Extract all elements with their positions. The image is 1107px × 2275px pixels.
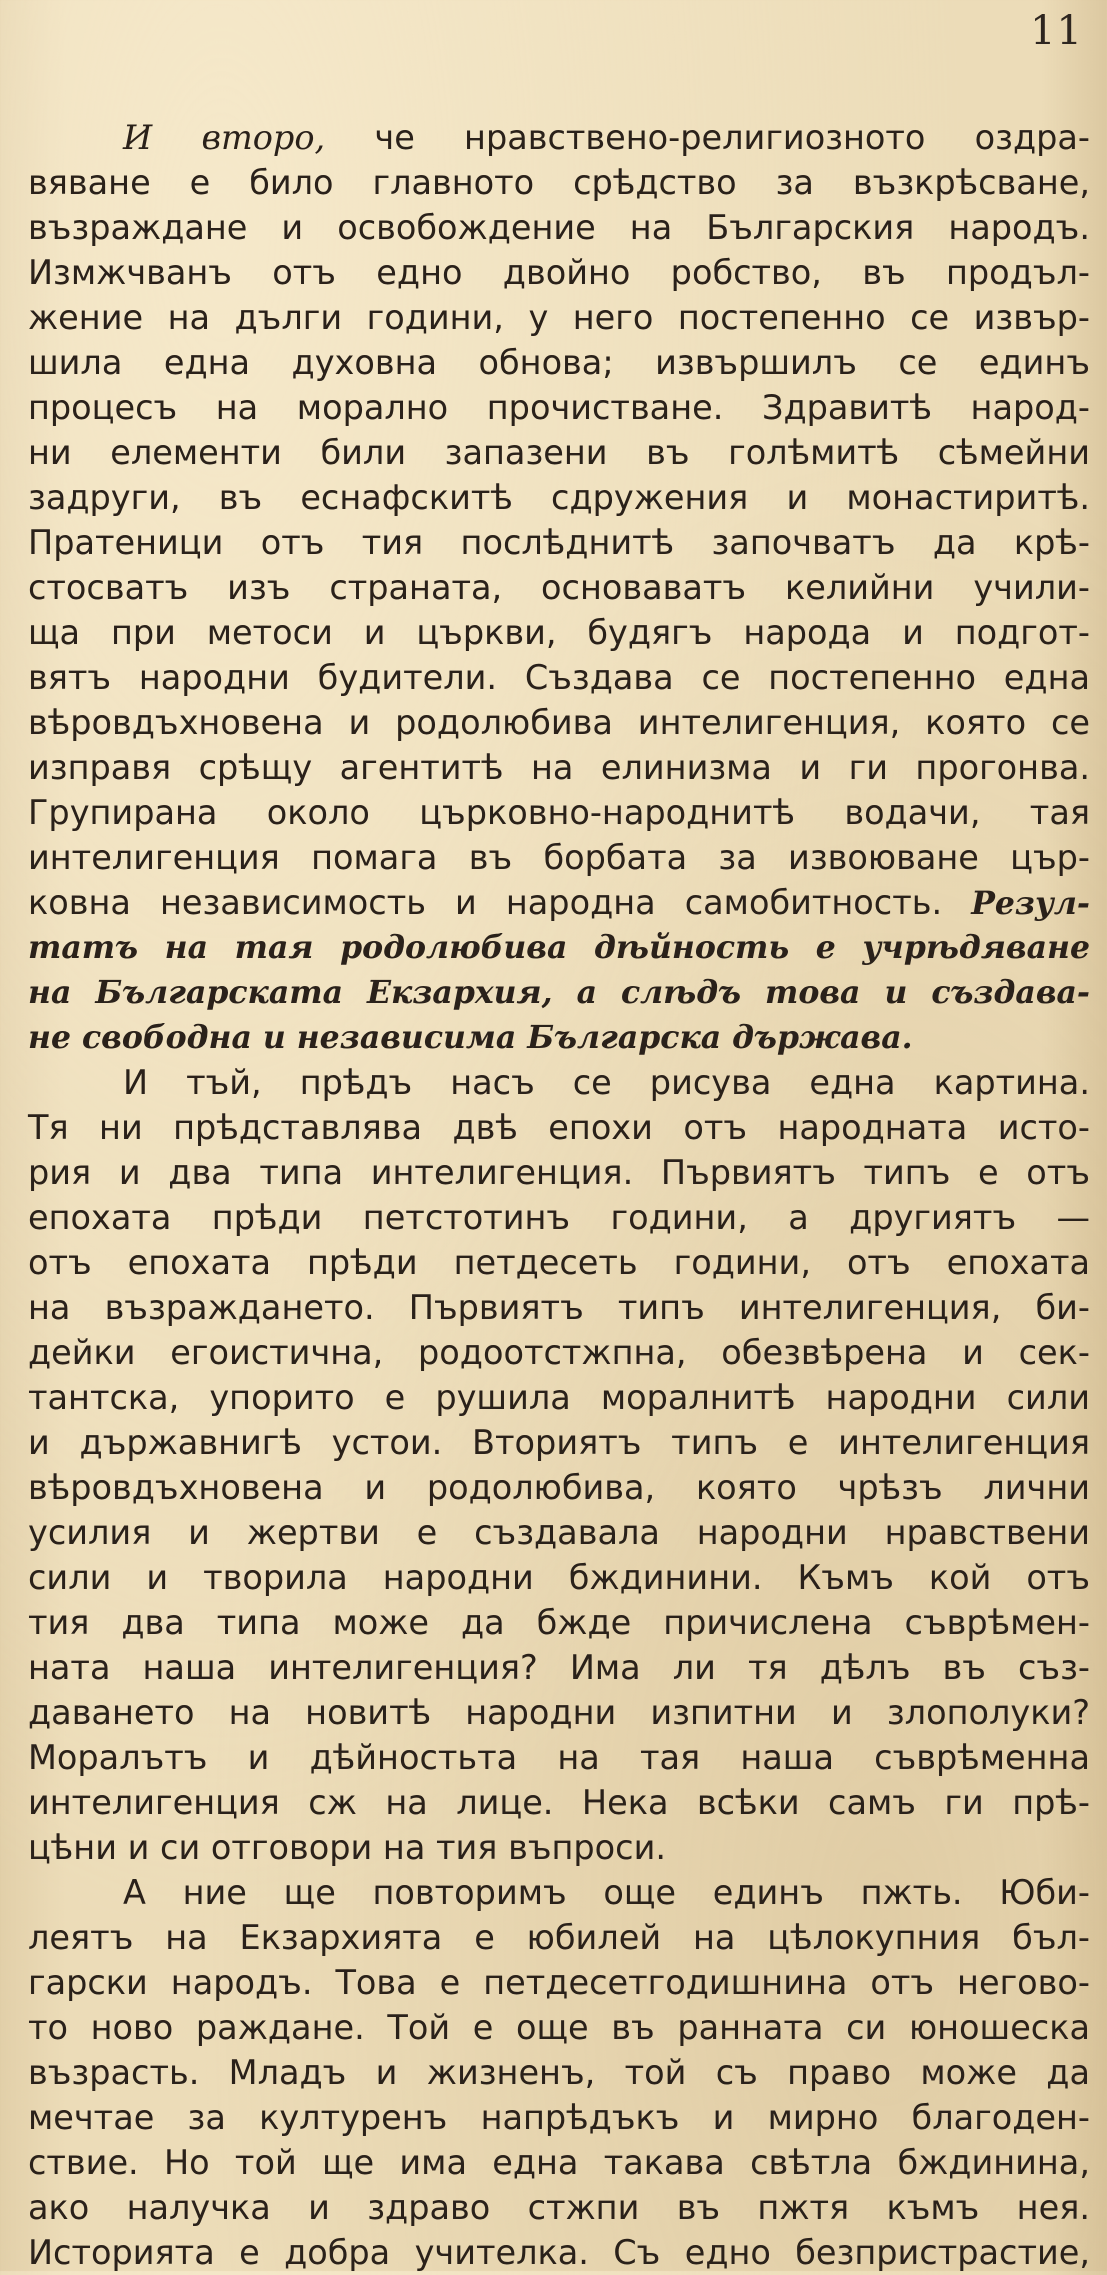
text-line: тантска, упорито е рушила моралнитѣ народни сили <box>28 1378 1090 1417</box>
text-line: вятъ народни будители. Създава се постепенно една <box>28 658 1090 697</box>
text-line: А ние ще повторимъ още единъ пжть. Юби- <box>123 1873 1090 1912</box>
text-line: цѣни и си отговори на тия въпроси. <box>28 1828 667 1867</box>
text-line <box>28 115 1090 160</box>
text-line: Групирана около църковно-народнитѣ водачи, тая <box>28 793 1090 832</box>
text-line: интелигенция сж на лице. Нека всѣки самъ ги прѣ- <box>28 1783 1090 1822</box>
text-body <box>28 115 1090 2275</box>
text-line <box>28 880 1090 925</box>
text-line: усилия и жертви е създавала народни нравствени <box>28 1513 1090 1552</box>
text-line: шила една духовна обнова; извършилъ се единъ <box>28 343 1090 382</box>
text-line: то ново раждане. Той е още въ ранната си юношеска <box>28 2008 1090 2047</box>
text-line-segment: ковна независимость и народна самобитность. <box>28 883 943 922</box>
text-line: стосватъ изъ страната, основаватъ келийни учили- <box>28 568 1090 607</box>
text-line: ствие. Но той ще има една такава свѣтла бждинина, <box>28 2143 1090 2182</box>
paragraph-lead: И второ, <box>123 118 326 157</box>
text-line: тия два типа може да бжде причислена съврѣмен- <box>28 1603 1090 1642</box>
text-line: даването на новитѣ народни изпитни и злополуки? <box>28 1693 1090 1732</box>
text-line: леятъ на Екзархията е юбилей на цѣлокупния бъл- <box>28 1918 1090 1957</box>
paragraph-1 <box>28 115 1090 1060</box>
text-line: задруги, въ еснафскитѣ сдружения и монастиритѣ. <box>28 478 1090 517</box>
text-line: ако налучка и здраво стжпи въ пжтя къмъ нея. <box>28 2188 1090 2227</box>
italic-line: на Българската Екзархия, а слѣдъ това и създава- <box>28 974 1090 1011</box>
text-line: интелигенция помага въ борбата за извоюване цър- <box>28 838 1090 877</box>
page-number: 11 <box>1030 8 1083 54</box>
italic-segment: Резул- <box>971 885 1090 922</box>
italic-line: татъ на тая родолюбива дѣйность е учрѣдяване <box>28 929 1090 966</box>
text-line: и държавнигѣ устои. Вториятъ типъ е интелигенция <box>28 1423 1090 1462</box>
text-line: вѣровдъхновена и родолюбива, която чрѣзъ лични <box>28 1468 1090 1507</box>
text-line: вяване е било главното срѣдство за възкрѣсване, <box>28 163 1090 202</box>
text-line: възраждане и освобождение на Българския народъ. <box>28 208 1090 247</box>
text-line: ща при метоси и църкви, будягъ народа и подгот- <box>28 613 1090 652</box>
paragraph-3 <box>28 1870 1090 2275</box>
text-line: рия и два типа интелигенция. Първиятъ типъ е отъ <box>28 1153 1090 1192</box>
text-line: дейки егоистична, родоотстжпна, обезвѣрена и сек- <box>28 1333 1090 1372</box>
text-line: Историята е добра учителка. Съ едно безпристрастие, <box>28 2233 1090 2272</box>
text-line: ни елементи били запазени въ голѣмитѣ сѣмейни <box>28 433 1090 472</box>
text-line: сили и творила народни бждинини. Къмъ кой отъ <box>28 1558 1090 1597</box>
text-line: ната наша интелигенция? Има ли тя дѣлъ въ съз- <box>28 1648 1090 1687</box>
paragraph-2 <box>28 1060 1090 1870</box>
text-line: Пратеници отъ тия послѣднитѣ започватъ да крѣ- <box>28 523 1090 562</box>
text-line: гарски народъ. Това е петдесетгодишнина отъ негово- <box>28 1963 1090 2002</box>
text-line: Тя ни прѣдставлява двѣ епохи отъ народната исто- <box>28 1108 1090 1147</box>
text-line-segment: че нравствено-религиозното оздра- <box>374 118 1090 157</box>
text-line: И тъй, прѣдъ насъ се рисува една картина. <box>123 1063 1090 1102</box>
text-line: мечтае за културенъ напрѣдъкъ и мирно благоден- <box>28 2098 1090 2137</box>
text-line: Измжчванъ отъ едно двойно робство, въ продъл- <box>28 253 1090 292</box>
italic-line: не свободна и независима Българска държава. <box>28 1019 913 1056</box>
text-line: Моралътъ и дѣйностьта на тая наша съврѣменна <box>28 1738 1090 1777</box>
text-line: възрасть. Младъ и жизненъ, той съ право може да <box>28 2053 1090 2092</box>
text-line: епохата прѣди петстотинъ години, а другиятъ — <box>28 1198 1090 1237</box>
text-line: жение на дълги години, у него постепенно се извър- <box>28 298 1090 337</box>
text-line: вѣровдъхновена и родолюбива интелигенция, която се <box>28 703 1090 742</box>
text-line: отъ епохата прѣди петдесеть години, отъ епохата <box>28 1243 1090 1282</box>
text-line: изправя срѣщу агентитѣ на елинизма и ги прогонва. <box>28 748 1090 787</box>
text-line: на възраждането. Първиятъ типъ интелигенция, би- <box>28 1288 1090 1327</box>
text-line: процесъ на морално прочистване. Здравитѣ народ- <box>28 388 1090 427</box>
